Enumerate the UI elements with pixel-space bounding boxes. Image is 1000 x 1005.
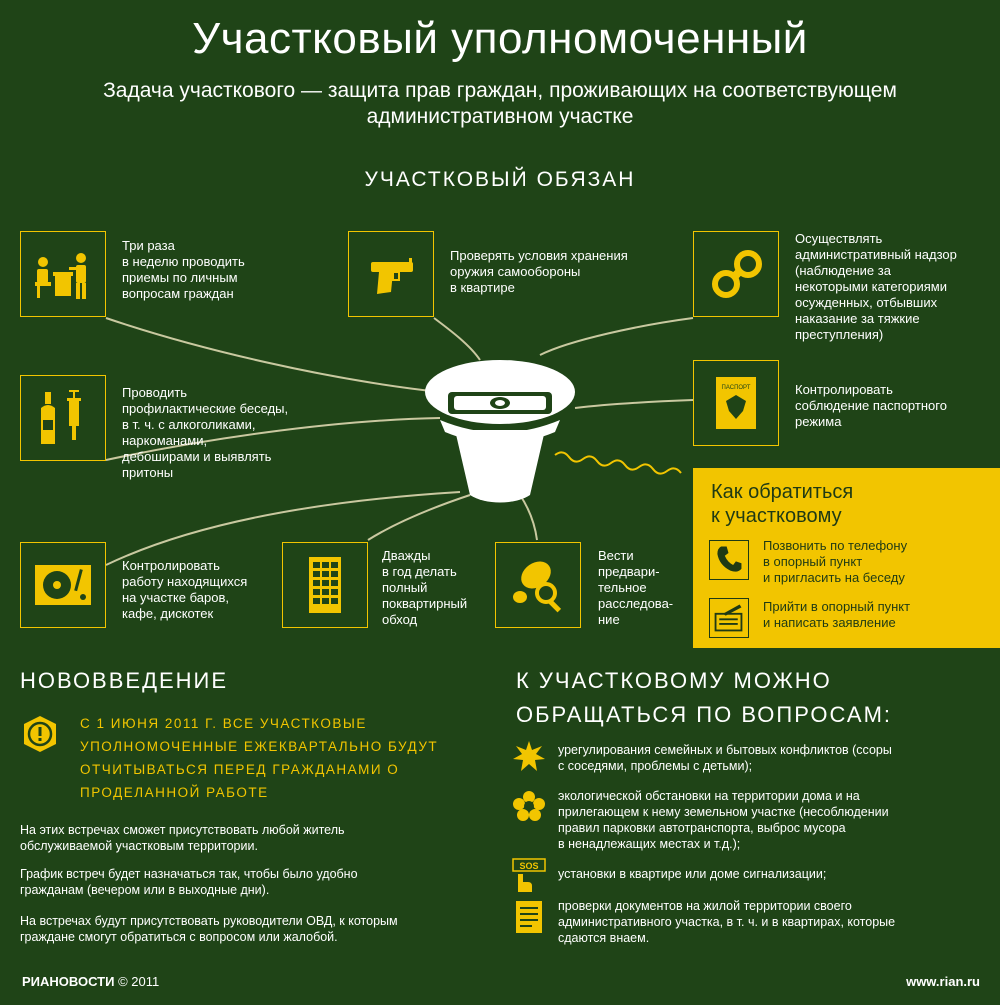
question-alarm-text: установки в квартире или доме сигнализации; [558,867,827,881]
innovation-heading: НОВОВВЕДЕНИЕ [20,668,229,693]
duty-handcuffs-text: Осуществлять административный надзор (наблюдение за некоторыми категориями осужденных, отбывших наказание за тяжкие преступления) [795,231,957,342]
sos-alarm-icon [512,858,546,892]
duty-bars-text: Контролировать работу находящихся на участке баров, кафе, дискотек [122,558,248,621]
duty-rounds-text: Дважды в год делать полный поквартирный обход [382,548,468,627]
phone-icon-box [709,540,749,580]
passport-icon [704,371,768,435]
sos-label: SOS [519,861,539,871]
reception-icon [31,242,95,306]
phone-cord [555,452,681,473]
copyright: © 2011 [118,974,160,989]
duty-reception-text: Три раза в неделю проводить приемы по личным вопросам граждан [122,238,245,301]
turntable-icon-box [20,542,106,628]
question-ecology-text: экологической обстановки на территории дома и на прилегающем к нему земельном участке (несоблюдении правил парковки автотранспорта, выброс мусора в ненадлежащих местах и т.д.); [558,789,889,851]
duty-passport-text: Контролировать соблюдение паспортного режима [795,382,947,429]
contact-title: Как обратиться к участковому [711,481,854,527]
question-conflicts-text: урегулирования семейных и бытовых конфликтов (ссоры с соседями, проблемы с детьми); [558,743,892,773]
turntable-icon [31,553,95,617]
building-icon [293,553,357,617]
footprint-magnifier-icon [506,553,570,617]
reception-icon-box [20,231,106,317]
bottle-syringe-icon [31,386,95,450]
handcuffs-icon-box [693,231,779,317]
investigation-icon-box [495,542,581,628]
innovation-paragraph-2: График встреч будет назначаться так, чтобы было удобно гражданам (вечером или в выходные дни). [20,867,358,897]
duty-pistol-text: Проверять условия хранения оружия самообороны в квартире [450,248,628,295]
contact-phone-text: Позвонить по телефону в опорный пункт и пригласить на беседу [763,538,908,585]
warning-icon-box [20,714,60,754]
contact-visit-text: Прийти в опорный пункт и написать заявление [763,599,911,630]
page-subtitle: Задача участкового — защита прав граждан, проживающих на соответствующем административном участке [103,79,897,128]
phone-icon [710,541,747,578]
innovation-paragraph-3: На встречах будут присутствовать руководители ОВД, к которым граждане смогут обратиться с вопросом или жалобой. [20,914,398,944]
duty-talks-text: Проводить профилактические беседы, в т. ч. с алкоголиками, наркоманами, дебоширами и выявлять притоны [122,385,289,480]
duties-heading: УЧАСТКОВЫЙ ОБЯЗАН [364,168,636,191]
flower-icon [512,790,546,824]
passport-icon-box [693,360,779,446]
writing-icon-box [709,598,749,638]
handcuffs-icon [704,242,768,306]
brand-name: РИАНОВОСТИ [22,974,115,989]
questions-heading: К УЧАСТКОВОМУ МОЖНО ОБРАЩАТЬСЯ ПО ВОПРОСАМ: [516,668,893,727]
exclamation-icon [20,714,60,754]
footer-site-link[interactable]: www.rian.ru [906,974,980,989]
innovation-highlight: С 1 ИЮНЯ 2011 Г. ВСЕ УЧАСТКОВЫЕ УПОЛНОМОЧЕННЫЕ ЕЖЕКВАРТАЛЬНО БУДУТ ОТЧИТЫВАТЬСЯ ПЕРЕД ГРАЖДАНАМИ О ПРОДЕЛАННОЙ РАБОТЕ [80,716,439,800]
innovation-paragraph-1: На этих встречах сможет присутствовать любой житель обслуживаемой участковым территории. [20,823,345,853]
pistol-icon [359,242,423,306]
document-icon [512,900,546,934]
writing-icon [710,599,747,636]
pistol-icon-box [348,231,434,317]
duty-investigation-text: Вести предвари- тельное расследова- ние [598,548,674,627]
conflict-icon [512,740,546,774]
footer-brand [22,974,159,989]
question-documents-text: проверки документов на жилой территории своего административного участка, в т. ч. и в квартирах, которые сдаются внаем. [558,899,896,945]
bottle-syringe-icon-box [20,375,106,461]
passport-label: ПАСПОРТ [721,385,751,391]
contact-panel [693,468,1000,648]
page-title: Участковый уполномоченный [192,14,808,63]
officer-cap-illustration [425,360,575,503]
building-icon-box [282,542,368,628]
